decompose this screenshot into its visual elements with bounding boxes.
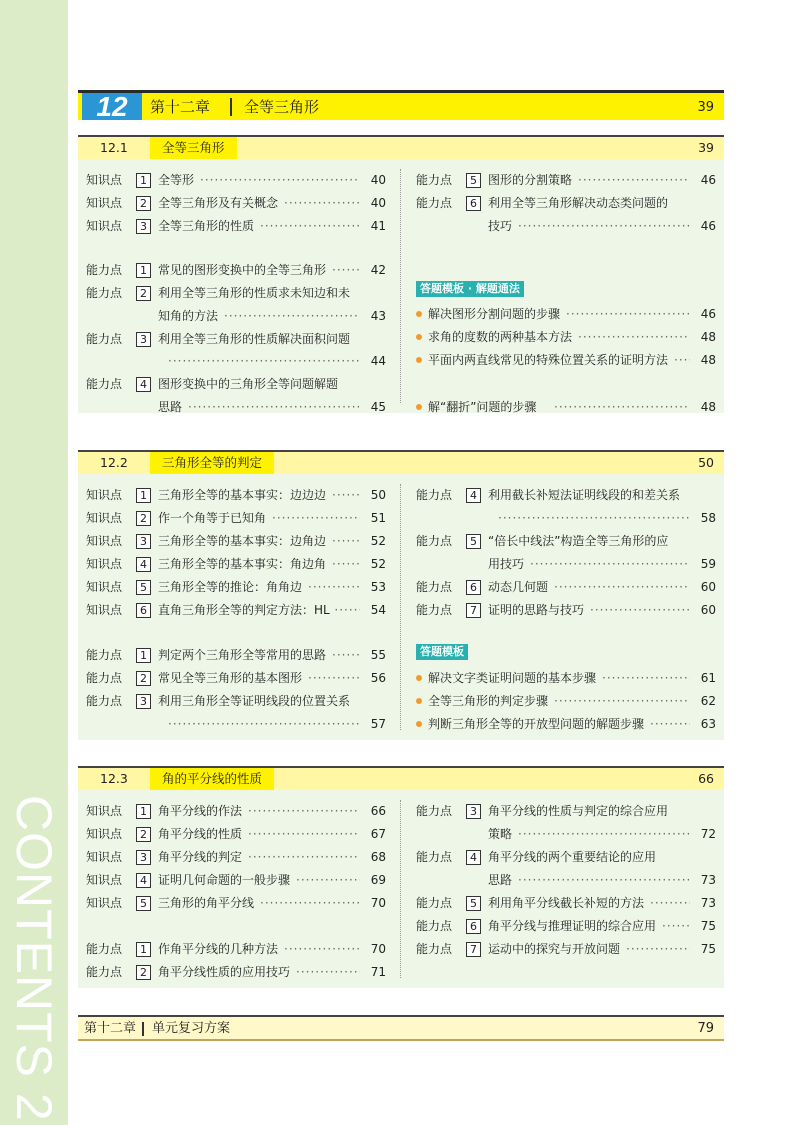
leader-dots — [518, 823, 690, 845]
leader-dots — [566, 303, 690, 325]
entry-page-number: 66 — [370, 804, 386, 818]
chapter-page: 39 — [697, 100, 714, 115]
entry-page-number: 75 — [700, 919, 716, 933]
entry-number-box: 6 — [466, 919, 481, 934]
entry-type-label: 知识点 — [86, 488, 123, 502]
template-row[interactable] — [416, 396, 716, 418]
entry-type-label: 能力点 — [416, 942, 453, 956]
leader-dots — [284, 938, 360, 960]
unit-review-title: 单元复习方案 — [152, 1021, 231, 1036]
entry-type-label: 知识点 — [86, 850, 123, 864]
leader-dots — [260, 892, 360, 914]
template-title: 判断三角形全等的开放型问题的解题步骤 — [428, 717, 645, 731]
leader-dots — [554, 396, 690, 418]
right-entry-row[interactable] — [416, 938, 716, 960]
bullet-dot-icon — [416, 721, 422, 727]
unit-review-separator — [142, 1022, 144, 1036]
entry-type-label: 知识点 — [86, 603, 123, 617]
entry-type-label: 能力点 — [86, 648, 123, 662]
left-entry-row[interactable] — [86, 373, 386, 395]
leader-dots — [308, 667, 360, 689]
entry-title: 角平分线的判定 — [158, 850, 243, 864]
entry-type-label: 知识点 — [86, 173, 123, 187]
entry-page-number: 69 — [370, 873, 386, 887]
left-entry-row[interactable] — [86, 553, 386, 575]
left-entry-row[interactable] — [86, 823, 386, 845]
entry-number-box: 2 — [136, 286, 151, 301]
bullet-dot-icon — [416, 357, 422, 363]
entry-page-number: 75 — [700, 942, 716, 956]
leader-dots — [554, 576, 690, 598]
entry-type-label: 能力点 — [416, 850, 453, 864]
entry-page-number: 72 — [700, 827, 716, 841]
leader-dots — [332, 259, 360, 281]
entry-title: 利用截长补短法证明线段的和差关系 — [488, 488, 681, 502]
chapter-separator — [230, 98, 232, 116]
entry-page-number: 51 — [370, 511, 386, 525]
entry-title-continued: 思路 — [158, 400, 183, 414]
entry-title: 作一个角等于已知角 — [158, 511, 267, 525]
template-row[interactable] — [416, 713, 716, 735]
entry-page-number: 70 — [370, 896, 386, 910]
entry-title: 图形的分割策略 — [488, 173, 573, 187]
template-title: 解“翻折”问题的步骤 — [428, 400, 537, 414]
right-entry-continuation[interactable] — [416, 215, 716, 237]
section-header[interactable] — [78, 135, 724, 159]
section-header[interactable] — [78, 450, 724, 474]
leader-dots — [168, 713, 360, 735]
entry-number-box: 5 — [136, 580, 151, 595]
column-divider — [400, 484, 401, 730]
leader-dots — [578, 326, 690, 348]
entry-title: 角平分线的性质与判定的综合应用 — [488, 804, 669, 818]
leader-dots — [200, 169, 360, 191]
template-row[interactable] — [416, 349, 716, 371]
entry-title: 图形变换中的三角形全等问题解题 — [158, 377, 339, 391]
left-entry-continuation[interactable] — [86, 350, 386, 372]
section-title: 角的平分线的性质 — [150, 768, 274, 790]
entry-number-box: 6 — [466, 196, 481, 211]
entry-number-box: 7 — [466, 603, 481, 618]
entry-number-box: 4 — [136, 377, 151, 392]
bullet-dot-icon — [416, 698, 422, 704]
entry-type-label: 能力点 — [86, 377, 123, 391]
left-entry-continuation[interactable] — [86, 396, 386, 418]
template-title: 求角的度数的两种基本方法 — [428, 330, 573, 344]
entry-number-box: 4 — [136, 873, 151, 888]
entry-title: “倍长中线法”构造全等三角形的应 — [488, 534, 669, 548]
left-entry-row[interactable] — [86, 800, 386, 822]
leader-dots — [224, 305, 360, 327]
left-entry-row[interactable] — [86, 644, 386, 666]
entry-type-label: 能力点 — [86, 263, 123, 277]
entry-page-number: 40 — [370, 173, 386, 187]
bullet-dot-icon — [416, 311, 422, 317]
entry-number-box: 1 — [136, 648, 151, 663]
entry-type-label: 能力点 — [416, 919, 453, 933]
left-entry-row[interactable] — [86, 507, 386, 529]
entry-page-number: 44 — [370, 354, 386, 368]
entry-number-box: 3 — [136, 694, 151, 709]
template-tag: 答题模板 · 解题通法 — [416, 281, 524, 297]
left-entry-row[interactable] — [86, 938, 386, 960]
entry-number-box: 5 — [466, 896, 481, 911]
entry-type-label: 知识点 — [86, 534, 123, 548]
right-entry-row[interactable] — [416, 530, 716, 552]
leader-dots — [530, 553, 690, 575]
leader-dots — [296, 961, 360, 983]
entry-type-label: 能力点 — [416, 534, 453, 548]
section-number: 12.2 — [100, 455, 128, 470]
entry-title: 利用全等三角形的性质解决面积问题 — [158, 332, 351, 346]
leader-dots — [518, 869, 690, 891]
entry-type-label: 能力点 — [416, 196, 453, 210]
entry-title: 全等三角形的性质 — [158, 219, 255, 233]
leader-dots — [602, 667, 690, 689]
entry-number-box: 1 — [136, 488, 151, 503]
entry-number-box: 2 — [136, 671, 151, 686]
entry-type-label: 知识点 — [86, 511, 123, 525]
chapter-number-badge: 12 — [82, 93, 142, 120]
entry-page-number: 46 — [700, 219, 716, 233]
left-entry-row[interactable] — [86, 961, 386, 983]
entry-type-label: 能力点 — [86, 332, 123, 346]
entry-page-number: 46 — [700, 173, 716, 187]
entry-page-number: 67 — [370, 827, 386, 841]
leader-dots — [284, 192, 360, 214]
entry-page-number: 60 — [700, 580, 716, 594]
left-entry-row[interactable] — [86, 328, 386, 350]
entry-type-label: 能力点 — [86, 286, 123, 300]
left-entry-row[interactable] — [86, 215, 386, 237]
template-page-number: 46 — [700, 307, 716, 321]
right-entry-continuation[interactable] — [416, 553, 716, 575]
entry-number-box: 3 — [136, 219, 151, 234]
leader-dots — [578, 169, 690, 191]
entry-title: 三角形全等的基本事实：边边边 — [158, 488, 327, 502]
entry-title-continued: 策略 — [488, 827, 513, 841]
leader-dots — [308, 576, 360, 598]
column-divider — [400, 169, 401, 403]
entry-title: 三角形全等的基本事实：角边角 — [158, 557, 327, 571]
entry-number-box: 4 — [136, 557, 151, 572]
right-entry-row[interactable] — [416, 169, 716, 191]
entry-number-box: 1 — [136, 173, 151, 188]
leader-dots — [650, 892, 690, 914]
entry-title: 判定两个三角形全等常用的思路 — [158, 648, 327, 662]
leader-dots — [334, 599, 360, 621]
entry-number-box: 5 — [136, 896, 151, 911]
entry-type-label: 能力点 — [86, 965, 123, 979]
leader-dots — [296, 869, 360, 891]
entry-number-box: 1 — [136, 804, 151, 819]
template-row[interactable] — [416, 690, 716, 712]
leader-dots — [260, 215, 360, 237]
entry-type-label: 能力点 — [416, 580, 453, 594]
entry-page-number: 59 — [700, 557, 716, 571]
template-page-number: 48 — [700, 353, 716, 367]
entry-title: 利用全等三角形的性质求未知边和未 — [158, 286, 351, 300]
chapter-label: 第十二章 — [150, 98, 211, 116]
leader-dots — [332, 644, 360, 666]
entry-title: 常见的图形变换中的全等三角形 — [158, 263, 327, 277]
left-entry-row[interactable] — [86, 690, 386, 712]
template-page-number: 48 — [700, 400, 716, 414]
section-12-3 — [78, 766, 724, 988]
entry-type-label: 知识点 — [86, 873, 123, 887]
bullet-dot-icon — [416, 404, 422, 410]
entry-page-number: 41 — [370, 219, 386, 233]
entry-number-box: 1 — [136, 263, 151, 278]
entry-title: 三角形全等的推论：角角边 — [158, 580, 303, 594]
leader-dots — [626, 938, 690, 960]
entry-title: 角平分线的性质 — [158, 827, 243, 841]
entry-title: 利用三角形全等证明线段的位置关系 — [158, 694, 351, 708]
entry-title: 全等形 — [158, 173, 195, 187]
entry-number-box: 4 — [466, 488, 481, 503]
entry-title: 角平分线性质的应用技巧 — [158, 965, 291, 979]
leader-dots — [554, 690, 690, 712]
section-header[interactable] — [78, 766, 724, 790]
entry-number-box: 3 — [136, 534, 151, 549]
entry-type-label: 能力点 — [416, 603, 453, 617]
left-entry-continuation[interactable] — [86, 305, 386, 327]
left-entry-continuation[interactable] — [86, 713, 386, 735]
entry-type-label: 能力点 — [416, 173, 453, 187]
unit-review-header[interactable] — [78, 1015, 724, 1041]
entry-page-number: 68 — [370, 850, 386, 864]
entry-number-box: 2 — [136, 965, 151, 980]
entry-type-label: 知识点 — [86, 557, 123, 571]
entry-title: 运动中的探究与开放问题 — [488, 942, 621, 956]
entry-page-number: 55 — [370, 648, 386, 662]
template-title: 全等三角形的判定步骤 — [428, 694, 549, 708]
left-entry-row[interactable] — [86, 667, 386, 689]
entry-number-box: 2 — [136, 196, 151, 211]
entry-title: 动态几何题 — [488, 580, 549, 594]
entry-title: 全等三角形及有关概念 — [158, 196, 279, 210]
entry-number-box: 3 — [136, 332, 151, 347]
right-entry-row[interactable] — [416, 484, 716, 506]
left-entry-row[interactable] — [86, 259, 386, 281]
entry-type-label: 能力点 — [86, 671, 123, 685]
template-title: 平面内两直线常见的特殊位置关系的证明方法 — [428, 353, 669, 367]
leader-dots — [168, 350, 360, 372]
leader-dots — [248, 823, 360, 845]
template-tag: 答题模板 — [416, 644, 468, 660]
entry-page-number: 73 — [700, 896, 716, 910]
entry-title: 角平分线的作法 — [158, 804, 243, 818]
leader-dots — [332, 530, 360, 552]
left-entry-row[interactable] — [86, 530, 386, 552]
entry-title: 作角平分线的几种方法 — [158, 942, 279, 956]
template-row[interactable] — [416, 303, 716, 325]
template-page-number: 61 — [700, 671, 716, 685]
chapter-header[interactable] — [78, 90, 724, 120]
leader-dots — [674, 349, 690, 371]
left-entry-row[interactable] — [86, 282, 386, 304]
right-entry-row[interactable] — [416, 846, 716, 868]
leader-dots — [332, 553, 360, 575]
unit-review-label: 第十二章 — [84, 1021, 137, 1036]
entry-title-continued: 思路 — [488, 873, 513, 887]
template-row[interactable] — [416, 667, 716, 689]
entry-page-number: 57 — [370, 717, 386, 731]
entry-number-box: 3 — [136, 850, 151, 865]
entry-title: 角平分线的两个重要结论的应用 — [488, 850, 657, 864]
column-divider — [400, 800, 401, 978]
leader-dots — [650, 713, 690, 735]
entry-page-number: 71 — [370, 965, 386, 979]
section-title: 全等三角形 — [150, 137, 237, 159]
entry-type-label: 能力点 — [86, 942, 123, 956]
right-entry-row[interactable] — [416, 192, 716, 214]
entry-title: 三角形全等的基本事实：边角边 — [158, 534, 327, 548]
entry-title: 证明的思路与技巧 — [488, 603, 585, 617]
bullet-dot-icon — [416, 675, 422, 681]
left-entry-row[interactable] — [86, 599, 386, 621]
entry-page-number: 54 — [370, 603, 386, 617]
leader-dots — [188, 396, 360, 418]
entry-page-number: 43 — [370, 309, 386, 323]
entry-type-label: 能力点 — [86, 694, 123, 708]
section-page: 50 — [698, 455, 714, 470]
bullet-dot-icon — [416, 334, 422, 340]
entry-number-box: 7 — [466, 942, 481, 957]
template-title: 解决图形分割问题的步骤 — [428, 307, 561, 321]
entry-number-box: 1 — [136, 942, 151, 957]
entry-title: 直角三角形全等的判定方法：HL — [158, 603, 330, 617]
right-entry-continuation[interactable] — [416, 869, 716, 891]
entry-type-label: 能力点 — [416, 488, 453, 502]
entry-title: 利用全等三角形解决动态类问题的 — [488, 196, 669, 210]
right-entry-row[interactable] — [416, 892, 716, 914]
left-entry-row[interactable] — [86, 846, 386, 868]
entry-number-box: 3 — [466, 804, 481, 819]
right-entry-continuation[interactable] — [416, 823, 716, 845]
leader-dots — [518, 215, 690, 237]
left-entry-row[interactable] — [86, 892, 386, 914]
section-page: 66 — [698, 771, 714, 786]
entry-page-number: 70 — [370, 942, 386, 956]
entry-number-box: 4 — [466, 850, 481, 865]
entry-type-label: 能力点 — [416, 896, 453, 910]
entry-title: 利用角平分线截长补短的方法 — [488, 896, 645, 910]
entry-page-number: 50 — [370, 488, 386, 502]
section-number: 12.3 — [100, 771, 128, 786]
entry-number-box: 5 — [466, 534, 481, 549]
leader-dots — [662, 915, 690, 937]
entry-number-box: 6 — [136, 603, 151, 618]
right-entry-row[interactable] — [416, 800, 716, 822]
section-title: 三角形全等的判定 — [150, 452, 274, 474]
entry-title-continued: 技巧 — [488, 219, 513, 233]
template-row[interactable] — [416, 326, 716, 348]
section-12-1 — [78, 135, 724, 413]
right-entry-continuation[interactable] — [416, 507, 716, 529]
entry-number-box: 5 — [466, 173, 481, 188]
entry-number-box: 2 — [136, 511, 151, 526]
section-number: 12.1 — [100, 140, 128, 155]
entry-page-number: 56 — [370, 671, 386, 685]
left-entry-row[interactable] — [86, 169, 386, 191]
template-page-number: 63 — [700, 717, 716, 731]
entry-page-number: 42 — [370, 263, 386, 277]
entry-page-number: 52 — [370, 557, 386, 571]
leader-dots — [248, 846, 360, 868]
leader-dots — [498, 507, 690, 529]
entry-title: 角平分线与推理证明的综合应用 — [488, 919, 657, 933]
section-page: 39 — [698, 140, 714, 155]
leader-dots — [272, 507, 360, 529]
template-page-number: 62 — [700, 694, 716, 708]
entry-page-number: 53 — [370, 580, 386, 594]
entry-type-label: 能力点 — [416, 804, 453, 818]
entry-page-number: 45 — [370, 400, 386, 414]
left-entry-row[interactable] — [86, 869, 386, 891]
contents-vertical-label: CONTENTS 2 — [6, 795, 62, 1122]
entry-type-label: 知识点 — [86, 219, 123, 233]
entry-title: 三角形的角平分线 — [158, 896, 255, 910]
entry-number-box: 6 — [466, 580, 481, 595]
entry-type-label: 知识点 — [86, 827, 123, 841]
entry-title-continued: 知角的方法 — [158, 309, 219, 323]
section-12-2 — [78, 450, 724, 740]
left-entry-row[interactable] — [86, 484, 386, 506]
entry-title: 常见全等三角形的基本图形 — [158, 671, 303, 685]
leader-dots — [332, 484, 360, 506]
entry-type-label: 知识点 — [86, 580, 123, 594]
leader-dots — [590, 599, 690, 621]
right-entry-row[interactable] — [416, 599, 716, 621]
left-entry-row[interactable] — [86, 576, 386, 598]
entry-title-continued: 用技巧 — [488, 557, 525, 571]
entry-type-label: 知识点 — [86, 804, 123, 818]
right-entry-row[interactable] — [416, 576, 716, 598]
entry-title: 证明几何命题的一般步骤 — [158, 873, 291, 887]
entry-type-label: 知识点 — [86, 896, 123, 910]
entry-page-number: 58 — [700, 511, 716, 525]
entry-number-box: 2 — [136, 827, 151, 842]
leader-dots — [248, 800, 360, 822]
entry-page-number: 40 — [370, 196, 386, 210]
entry-page-number: 52 — [370, 534, 386, 548]
template-title: 解决文字类证明问题的基本步骤 — [428, 671, 597, 685]
entry-type-label: 知识点 — [86, 196, 123, 210]
unit-review-page: 79 — [697, 1021, 714, 1036]
right-entry-row[interactable] — [416, 915, 716, 937]
left-entry-row[interactable] — [86, 192, 386, 214]
chapter-title: 全等三角形 — [244, 98, 320, 116]
entry-page-number: 73 — [700, 873, 716, 887]
entry-page-number: 60 — [700, 603, 716, 617]
template-page-number: 48 — [700, 330, 716, 344]
